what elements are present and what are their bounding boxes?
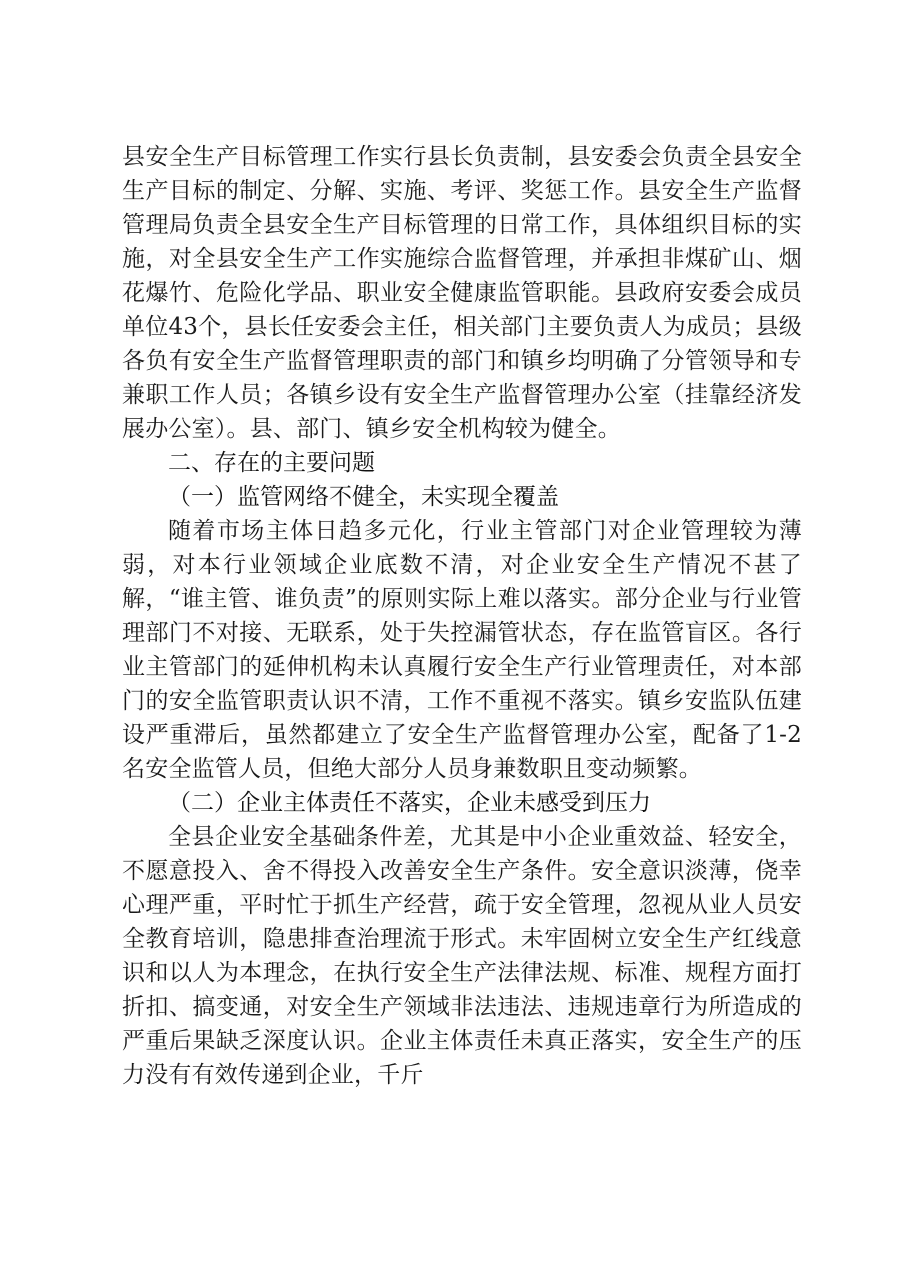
section-heading: 二、存在的主要问题 (168, 450, 375, 476)
subsection-body-1: 随着市场主体日趋多元化，行业主管部门对企业管理较为薄弱，对本行业领域企业底数不清，对企业安全生产情况不甚了解，“谁主管、谁负责”的原则实际上难以落实。部分企业与行业管理部门不对接、无联系，处于失控漏管状态，存在监管盲区。各行业主管部门的延伸机构未认真履行安全生产行业管理责任，对本部门的安全监管职责认识不清，工作不重视不落实。镇乡安监队伍建设严重滞后，虽然都建立了安全生产监督管理办公室，配备了1-2名安全监管人员，但绝大部分人员身兼数职且变动频繁。 (122, 518, 802, 782)
subsection-heading-2: （二）企业主体责任不落实，企业未感受到压力 (168, 790, 651, 816)
subsection-heading-1: （一）监管网络不健全，未实现全覆盖 (168, 484, 559, 510)
intro-paragraph: 县安全生产目标管理工作实行县长负责制，县安委会负责全县安全生产目标的制定、分解、实施、考评、奖惩工作。县安全生产监督管理局负责全县安全生产目标管理的日常工作，具体组织目标的实施，对全县安全生产工作实施综合监督管理，并承担非煤矿山、烟花爆竹、危险化学品、职业安全健康监管职能。县政府安委会成员单位43个，县长任安委会主任，相关部门主要负责人为成员；县级各负有安全生产监督管理职责的部门和镇乡均明确了分管领导和专兼职工作人员；各镇乡设有安全生产监督管理办公室（挂靠经济发展办公室）。县、部门、镇乡安全机构较为健全。 (122, 144, 802, 442)
document-page (122, 140, 802, 1092)
subsection-body-2: 全县企业安全基础条件差，尤其是中小企业重效益、轻安全，不愿意投入、舍不得投入改善安全生产条件。安全意识淡薄，侥幸心理严重，平时忙于抓生产经营，疏于安全管理，忽视从业人员安全教育培训，隐患排查治理流于形式。未牢固树立安全生产红线意识和以人为本理念，在执行安全生产法律法规、标准、规程方面打折扣、搞变通，对安全生产领域非法违法、违规违章行为所造成的严重后果缺乏深度认识。企业主体责任未真正落实，安全生产的压力没有有效传递到企业，千斤 (122, 824, 802, 1088)
